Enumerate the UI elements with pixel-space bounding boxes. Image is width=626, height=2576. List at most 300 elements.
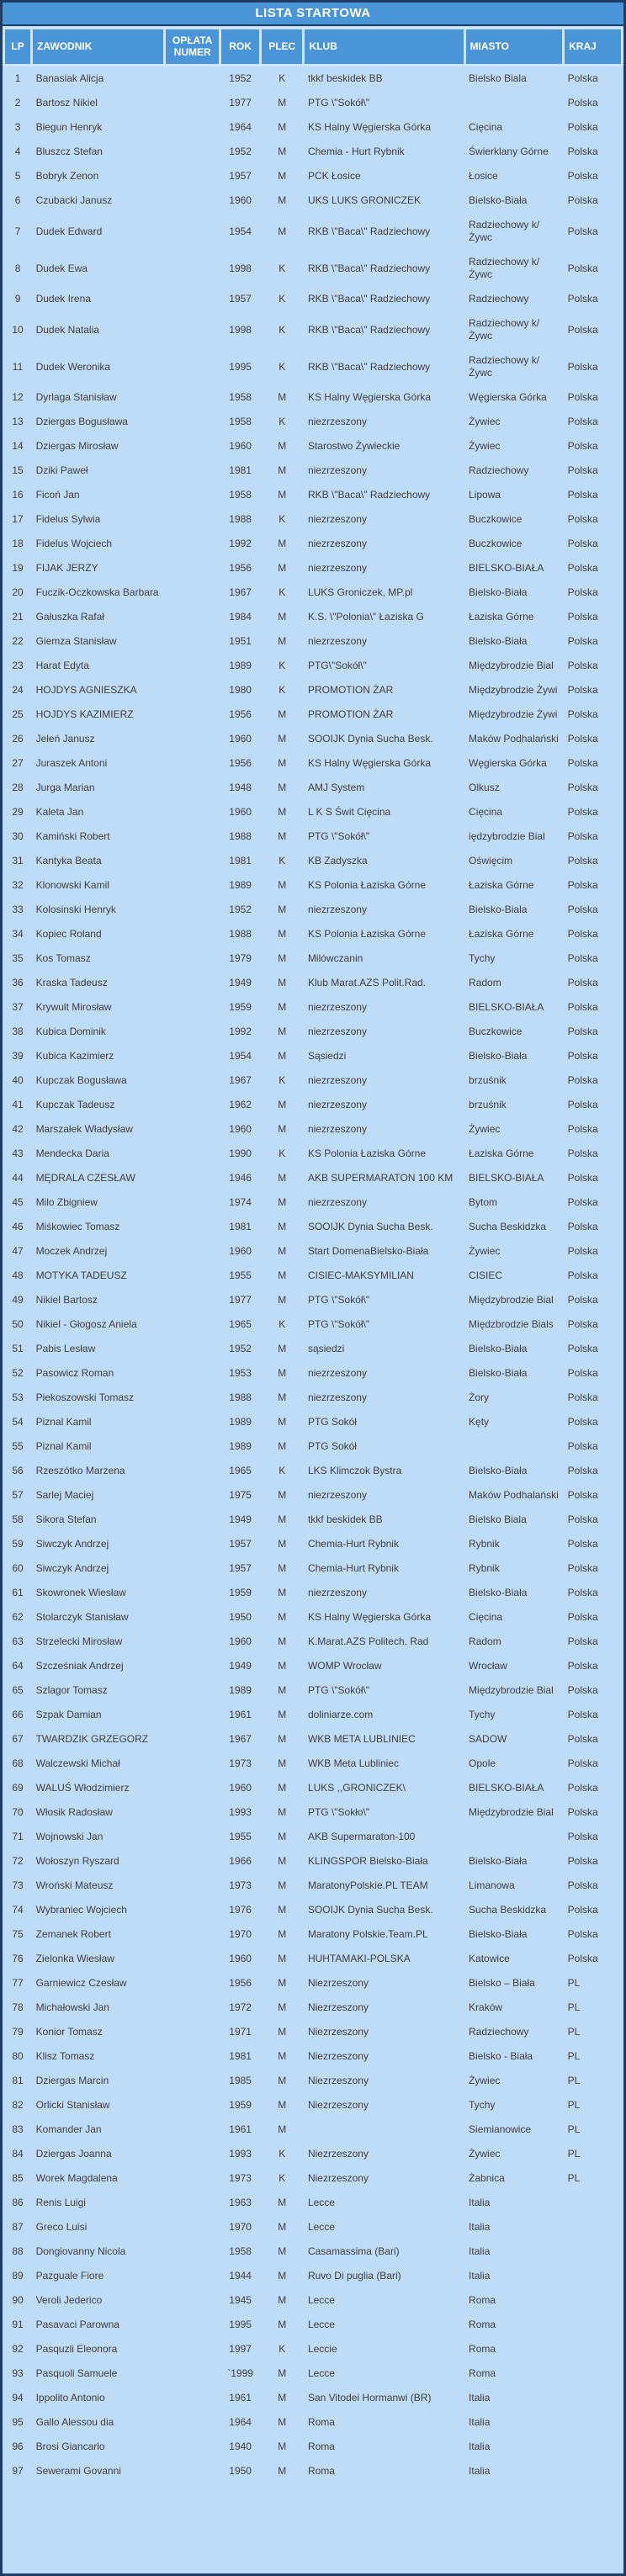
cell-lp: 37 bbox=[12, 1001, 24, 1013]
cell-klub: UKS LUKS GRONICZEK bbox=[307, 194, 421, 206]
table-row bbox=[4, 1142, 623, 1166]
cell-rok: 1963 bbox=[229, 2197, 252, 2208]
cell-oplata-numer bbox=[165, 2191, 220, 2215]
cell-oplata-numer bbox=[165, 1288, 220, 1312]
cell-zawodnik: Bartosz Nikiel bbox=[35, 97, 98, 109]
cell-lp: 76 bbox=[12, 1953, 24, 1964]
table-row bbox=[4, 2044, 623, 2069]
cell-rok: 1970 bbox=[229, 1928, 252, 1940]
page-title: LISTA STARTOWA bbox=[3, 3, 623, 26]
cell-miasto: Sucha Beskidzka bbox=[469, 1904, 547, 1916]
cell-klub: Niezrzeszony bbox=[307, 2099, 369, 2111]
cell-zawodnik: MĘDRALA CZESŁAW bbox=[35, 1172, 135, 1184]
cell-oplata-numer bbox=[165, 140, 220, 164]
cell-zawodnik: HOJDYS KAZIMIERZ bbox=[35, 708, 134, 720]
cell-zawodnik: Ippolito Antonio bbox=[35, 2392, 105, 2404]
cell-lp: 6 bbox=[14, 194, 21, 206]
cell-rok: 1973 bbox=[229, 1757, 252, 1769]
cell-oplata-numer bbox=[165, 2215, 220, 2239]
cell-lp: 60 bbox=[12, 1562, 24, 1574]
cell-kraj: Polska bbox=[567, 1343, 598, 1354]
cell-miasto: Radom bbox=[469, 1635, 501, 1647]
cell-lp: 74 bbox=[12, 1904, 24, 1916]
table-row bbox=[4, 1312, 623, 1337]
cell-klub: KS Halny Węgierska Górka bbox=[307, 1611, 431, 1623]
cell-zawodnik: Ficoń Jan bbox=[35, 489, 80, 501]
cell-plec: M bbox=[278, 391, 287, 403]
cell-zawodnik: Pasquoli Samuele bbox=[35, 2367, 118, 2379]
cell-zawodnik: Walczewski Michał bbox=[35, 1757, 120, 1769]
cell-kraj bbox=[564, 2288, 623, 2313]
cell-miasto: BIELSKO-BIAŁA bbox=[469, 562, 544, 574]
cell-oplata-numer bbox=[165, 2239, 220, 2264]
table-row bbox=[4, 971, 623, 995]
cell-oplata-numer bbox=[165, 2459, 220, 2483]
table-row bbox=[4, 1166, 623, 1190]
cell-lp: 83 bbox=[12, 2123, 24, 2135]
cell-lp: 41 bbox=[12, 1099, 24, 1110]
cell-kraj: Polska bbox=[567, 416, 598, 427]
cell-kraj: Polska bbox=[567, 1440, 598, 1452]
cell-lp: 80 bbox=[12, 2050, 24, 2062]
cell-oplata-numer bbox=[165, 2337, 220, 2361]
cell-lp: 59 bbox=[12, 1538, 24, 1550]
cell-klub: PTG Sokół bbox=[307, 1416, 357, 1428]
cell-miasto bbox=[464, 1825, 564, 1849]
cell-miasto: Węgierska Górka bbox=[469, 391, 547, 403]
cell-lp: 88 bbox=[12, 2245, 24, 2257]
cell-zawodnik: Mendecka Daria bbox=[35, 1148, 109, 1159]
cell-plec: M bbox=[278, 1660, 287, 1672]
cell-klub: niezrzeszony bbox=[307, 1196, 367, 1208]
cell-klub: Chemia - Hurt Rybnik bbox=[307, 146, 405, 157]
table-row bbox=[4, 348, 623, 385]
cell-plec: M bbox=[278, 1782, 287, 1794]
table-row bbox=[4, 1288, 623, 1312]
cell-zawodnik: Piznal Kamil bbox=[35, 1416, 92, 1428]
cell-rok: 1959 bbox=[229, 1587, 252, 1598]
table-row bbox=[4, 1922, 623, 1947]
cell-plec: M bbox=[278, 464, 287, 476]
table-row bbox=[4, 2459, 623, 2483]
cell-oplata-numer bbox=[165, 776, 220, 800]
cell-klub: niezrzeszony bbox=[307, 464, 367, 476]
cell-miasto: Sucha Beskidzka bbox=[469, 1221, 547, 1232]
cell-oplata-numer bbox=[165, 2361, 220, 2386]
cell-rok: 1954 bbox=[229, 225, 252, 237]
cell-lp: 32 bbox=[12, 879, 24, 891]
cell-kraj: Polska bbox=[567, 1904, 598, 1916]
cell-rok: 1988 bbox=[229, 513, 252, 525]
table-row bbox=[4, 385, 623, 410]
cell-oplata-numer bbox=[165, 2166, 220, 2191]
table-row bbox=[4, 66, 623, 92]
cell-oplata-numer bbox=[165, 1459, 220, 1483]
cell-kraj: Polska bbox=[567, 1831, 598, 1842]
cell-lp: 39 bbox=[12, 1050, 24, 1062]
cell-oplata-numer bbox=[165, 922, 220, 946]
cell-zawodnik: Jeleń Janusz bbox=[35, 733, 95, 745]
cell-klub: AKB Supermaraton-100 bbox=[307, 1831, 416, 1842]
cell-klub: niezrzeszony bbox=[307, 562, 367, 574]
cell-oplata-numer bbox=[165, 654, 220, 678]
cell-zawodnik: Gallo Alessou dia bbox=[35, 2416, 114, 2428]
cell-oplata-numer bbox=[165, 1264, 220, 1288]
cell-zawodnik: Zemanek Robert bbox=[35, 1928, 111, 1940]
cell-miasto: brzuśnik bbox=[469, 1099, 507, 1110]
cell-zawodnik: Fidelus Sylwia bbox=[35, 513, 101, 525]
cell-zawodnik: Wołoszyn Ryszard bbox=[35, 1855, 119, 1867]
cell-plec: M bbox=[278, 2367, 287, 2379]
cell-lp: 66 bbox=[12, 1709, 24, 1720]
cell-kraj: Polska bbox=[567, 977, 598, 989]
cell-plec: M bbox=[278, 1855, 287, 1867]
cell-lp: 73 bbox=[12, 1879, 24, 1891]
cell-lp: 1 bbox=[14, 72, 21, 84]
cell-klub: Niezrzeszony bbox=[307, 2050, 369, 2062]
cell-plec: M bbox=[278, 121, 287, 133]
cell-kraj: Polska bbox=[567, 1513, 598, 1525]
cell-miasto: Żabnica bbox=[469, 2172, 505, 2184]
cell-oplata-numer bbox=[165, 66, 220, 92]
cell-miasto: Międzybrodzie Żywi bbox=[469, 708, 558, 720]
cell-klub: niezrzeszony bbox=[307, 513, 367, 525]
cell-lp: 61 bbox=[12, 1587, 24, 1598]
cell-lp: 21 bbox=[12, 611, 24, 623]
cell-kraj: Polska bbox=[567, 1660, 598, 1672]
table-row bbox=[4, 1727, 623, 1752]
cell-klub: HUHTAMAKI-POLSKA bbox=[307, 1953, 411, 1964]
cell-oplata-numer bbox=[165, 2093, 220, 2118]
cell-plec: M bbox=[278, 1440, 287, 1452]
cell-plec: M bbox=[278, 708, 287, 720]
table-row bbox=[4, 824, 623, 849]
cell-kraj: Polska bbox=[567, 1806, 598, 1818]
cell-klub: sąsiedzi bbox=[307, 1343, 345, 1354]
cell-rok: 1955 bbox=[229, 1269, 252, 1281]
cell-plec: M bbox=[278, 1513, 287, 1525]
cell-plec: M bbox=[278, 2319, 287, 2330]
cell-zawodnik: Pazguale Fiore bbox=[35, 2270, 104, 2282]
cell-kraj: Polska bbox=[567, 1269, 598, 1281]
cell-oplata-numer bbox=[165, 2118, 220, 2142]
cell-klub: Maratony Polskie.Team.PL bbox=[307, 1928, 428, 1940]
cell-kraj: Polska bbox=[567, 952, 598, 964]
table-row bbox=[4, 1678, 623, 1703]
cell-lp: 23 bbox=[12, 660, 24, 671]
cell-klub: LKS Klimczok Bystra bbox=[307, 1465, 402, 1476]
table-row bbox=[4, 1752, 623, 1776]
cell-oplata-numer bbox=[165, 1508, 220, 1532]
cell-zawodnik: Siwczyk Andrzej bbox=[35, 1562, 109, 1574]
cell-klub: Chemia-Hurt Rybnik bbox=[307, 1562, 399, 1574]
cell-plec: M bbox=[278, 1489, 287, 1501]
cell-klub: SOOIJK Dynia Sucha Besk. bbox=[307, 1904, 433, 1916]
cell-lp: 62 bbox=[12, 1611, 24, 1623]
cell-miasto: BIELSKO-BIAŁA bbox=[469, 1001, 544, 1013]
cell-lp: 17 bbox=[12, 513, 24, 525]
table-row bbox=[4, 1215, 623, 1239]
cell-oplata-numer bbox=[165, 1922, 220, 1947]
cell-oplata-numer bbox=[165, 1605, 220, 1630]
cell-miasto: Bielsko-Biała bbox=[469, 635, 528, 647]
cell-oplata-numer bbox=[165, 1654, 220, 1678]
cell-kraj: Polska bbox=[567, 1001, 598, 1013]
cell-plec: M bbox=[278, 1587, 287, 1598]
cell-miasto: Rybnik bbox=[469, 1538, 500, 1550]
cell-lp: 18 bbox=[12, 538, 24, 549]
cell-oplata-numer bbox=[165, 1849, 220, 1874]
cell-lp: 79 bbox=[12, 2026, 24, 2038]
cell-plec: M bbox=[278, 1026, 287, 1037]
cell-plec: K bbox=[279, 1074, 286, 1086]
cell-lp: 55 bbox=[12, 1440, 24, 1452]
cell-oplata-numer bbox=[165, 458, 220, 483]
col-header-zawodnik: ZAWODNIK bbox=[32, 29, 165, 66]
cell-oplata-numer bbox=[165, 1239, 220, 1264]
cell-lp: 38 bbox=[12, 1026, 24, 1037]
cell-lp: 46 bbox=[12, 1221, 24, 1232]
table-row bbox=[4, 678, 623, 702]
cell-lp: 68 bbox=[12, 1757, 24, 1769]
cell-zawodnik: Skowronek Wiesław bbox=[35, 1587, 126, 1598]
cell-lp: 92 bbox=[12, 2343, 24, 2355]
cell-rok: 1979 bbox=[229, 952, 252, 964]
cell-miasto: Bielsko-Biała bbox=[469, 1465, 528, 1476]
cell-klub: niezrzeszony bbox=[307, 1026, 367, 1037]
cell-lp: 52 bbox=[12, 1367, 24, 1379]
table-header bbox=[4, 29, 623, 66]
cell-zawodnik: Wojnowski Jan bbox=[35, 1831, 103, 1842]
cell-miasto: Radziechowy bbox=[469, 293, 529, 305]
cell-oplata-numer bbox=[165, 727, 220, 751]
cell-klub: niezrzeszony bbox=[307, 904, 367, 915]
table-row bbox=[4, 1654, 623, 1678]
cell-miasto: Radziechowy k/ Żywc bbox=[469, 317, 540, 342]
cell-plec: M bbox=[278, 2050, 287, 2062]
header-row bbox=[4, 29, 623, 66]
cell-kraj: Polska bbox=[567, 1489, 598, 1501]
table-row bbox=[4, 2020, 623, 2044]
cell-lp: 51 bbox=[12, 1343, 24, 1354]
cell-lp: 47 bbox=[12, 1245, 24, 1257]
cell-rok: 1949 bbox=[229, 1660, 252, 1672]
cell-oplata-numer bbox=[165, 1971, 220, 1996]
cell-lp: 53 bbox=[12, 1391, 24, 1403]
cell-kraj: Polska bbox=[567, 684, 598, 696]
cell-plec: M bbox=[278, 1562, 287, 1574]
table-row bbox=[4, 2386, 623, 2410]
cell-kraj: Polska bbox=[567, 1074, 598, 1086]
cell-zawodnik: Klonowski Kamil bbox=[35, 879, 109, 891]
cell-oplata-numer bbox=[165, 115, 220, 140]
cell-rok: 1956 bbox=[229, 562, 252, 574]
cell-plec: M bbox=[278, 1977, 287, 1989]
cell-kraj bbox=[564, 2386, 623, 2410]
cell-miasto: Żywiec bbox=[469, 416, 501, 427]
cell-plec: M bbox=[278, 1733, 287, 1745]
cell-rok: 1946 bbox=[229, 1172, 252, 1184]
cell-lp: 56 bbox=[12, 1465, 24, 1476]
cell-miasto: Węgierska Górka bbox=[469, 757, 547, 769]
table-row bbox=[4, 250, 623, 287]
cell-klub: WKB META LUBLINIEC bbox=[307, 1733, 416, 1745]
cell-miasto: Italia bbox=[469, 2197, 491, 2208]
cell-rok: 1977 bbox=[229, 97, 252, 109]
cell-oplata-numer bbox=[165, 1776, 220, 1800]
cell-oplata-numer bbox=[165, 2264, 220, 2288]
cell-kraj: Polska bbox=[567, 121, 598, 133]
cell-oplata-numer bbox=[165, 1117, 220, 1142]
cell-rok: 1960 bbox=[229, 1953, 252, 1964]
cell-plec: M bbox=[278, 1709, 287, 1720]
cell-klub: Roma bbox=[307, 2416, 335, 2428]
cell-zawodnik: Renis Luigi bbox=[35, 2197, 86, 2208]
cell-kraj: PL bbox=[567, 2001, 581, 2013]
cell-oplata-numer bbox=[165, 2044, 220, 2069]
cell-klub: KB Zadyszka bbox=[307, 855, 368, 867]
table-row bbox=[4, 1581, 623, 1605]
cell-kraj: Polska bbox=[567, 1782, 598, 1794]
table-row bbox=[4, 1996, 623, 2020]
cell-zawodnik: Strzelecki Mirosław bbox=[35, 1635, 123, 1647]
cell-kraj: PL bbox=[567, 2172, 581, 2184]
cell-zawodnik: Dongiovanny Nicola bbox=[35, 2245, 126, 2257]
cell-kraj: Polska bbox=[567, 904, 598, 915]
cell-oplata-numer bbox=[165, 1703, 220, 1727]
cell-kraj bbox=[564, 2459, 623, 2483]
cell-oplata-numer bbox=[165, 2069, 220, 2093]
cell-kraj: Polska bbox=[567, 879, 598, 891]
cell-plec: M bbox=[278, 146, 287, 157]
cell-plec: M bbox=[278, 1635, 287, 1647]
cell-klub: Niezrzeszony bbox=[307, 2001, 369, 2013]
cell-oplata-numer bbox=[165, 1190, 220, 1215]
cell-miasto: Opole bbox=[469, 1757, 496, 1769]
cell-plec: M bbox=[278, 1367, 287, 1379]
table-row bbox=[4, 751, 623, 776]
cell-klub: KS Halny Węgierska Górka bbox=[307, 121, 431, 133]
cell-oplata-numer bbox=[165, 2142, 220, 2166]
cell-zawodnik: Bobryk Zenon bbox=[35, 170, 99, 182]
cell-miasto: Łaziska Górne bbox=[469, 1148, 534, 1159]
cell-lp: 12 bbox=[12, 391, 24, 403]
table-row bbox=[4, 2337, 623, 2361]
table-row bbox=[4, 702, 623, 727]
cell-rok: 1965 bbox=[229, 1465, 252, 1476]
cell-oplata-numer bbox=[165, 188, 220, 213]
table-row bbox=[4, 1874, 623, 1898]
cell-miasto: Rybnik bbox=[469, 1562, 500, 1574]
cell-lp: 97 bbox=[12, 2465, 24, 2477]
cell-plec: M bbox=[278, 2392, 287, 2404]
cell-plec: M bbox=[278, 1196, 287, 1208]
table-row bbox=[4, 605, 623, 629]
cell-rok: 1953 bbox=[229, 1367, 252, 1379]
cell-klub: niezrzeszony bbox=[307, 1391, 367, 1403]
table-row bbox=[4, 532, 623, 556]
cell-lp: 2 bbox=[14, 97, 21, 109]
cell-rok: 1956 bbox=[229, 708, 252, 720]
cell-rok: 1964 bbox=[229, 121, 252, 133]
table-row bbox=[4, 1630, 623, 1654]
cell-klub: niezrzeszony bbox=[307, 1099, 367, 1110]
cell-rok: 1975 bbox=[229, 1489, 252, 1501]
table-row bbox=[4, 410, 623, 434]
cell-zawodnik: Zielonka Wiesław bbox=[35, 1953, 114, 1964]
cell-miasto: Lipowa bbox=[469, 489, 501, 501]
cell-klub: Niezrzeszony bbox=[307, 2172, 369, 2184]
cell-klub: niezrzeszony bbox=[307, 1001, 367, 1013]
cell-zawodnik: Kantyka Beata bbox=[35, 855, 102, 867]
table-row bbox=[4, 654, 623, 678]
cell-rok: 1960 bbox=[229, 1245, 252, 1257]
cell-plec: M bbox=[278, 1221, 287, 1232]
cell-oplata-numer bbox=[165, 1825, 220, 1849]
cell-miasto: Kraków bbox=[469, 2001, 503, 2013]
cell-lp: 24 bbox=[12, 684, 24, 696]
cell-rok: 1956 bbox=[229, 1977, 252, 1989]
cell-zawodnik: Harat Edyta bbox=[35, 660, 89, 671]
cell-klub: PTG \"Sokół\" bbox=[307, 1294, 370, 1306]
cell-kraj: Polska bbox=[567, 391, 598, 403]
cell-lp: 8 bbox=[14, 262, 21, 274]
cell-kraj: Polska bbox=[567, 262, 598, 274]
cell-rok: 1992 bbox=[229, 1026, 252, 1037]
table-row bbox=[4, 995, 623, 1020]
cell-rok: 1961 bbox=[229, 2123, 252, 2135]
cell-lp: 87 bbox=[12, 2221, 24, 2233]
cell-lp: 25 bbox=[12, 708, 24, 720]
cell-plec: K bbox=[279, 262, 286, 274]
cell-klub: niezrzeszony bbox=[307, 1074, 367, 1086]
cell-rok: 1967 bbox=[229, 1074, 252, 1086]
table-row bbox=[4, 1117, 623, 1142]
cell-klub: Casamassima (Bari) bbox=[307, 2245, 400, 2257]
cell-zawodnik: Brosi Giancarlo bbox=[35, 2441, 105, 2452]
cell-klub: niezrzeszony bbox=[307, 1587, 367, 1598]
cell-klub: PTG Sokół bbox=[307, 1440, 357, 1452]
cell-plec: M bbox=[278, 782, 287, 793]
col-header-rok: ROK bbox=[220, 29, 261, 66]
cell-klub: WKB Meta Lubliniec bbox=[307, 1757, 399, 1769]
cell-lp: 40 bbox=[12, 1074, 24, 1086]
cell-oplata-numer bbox=[165, 2386, 220, 2410]
cell-rok: 1962 bbox=[229, 1099, 252, 1110]
table-row bbox=[4, 458, 623, 483]
cell-zawodnik: Sewerami Govanni bbox=[35, 2465, 121, 2477]
cell-rok: 1981 bbox=[229, 2050, 252, 2062]
cell-kraj: Polska bbox=[567, 1855, 598, 1867]
cell-kraj: Polska bbox=[567, 194, 598, 206]
cell-oplata-numer bbox=[165, 532, 220, 556]
cell-klub: RKB \"Baca\" Radziechowy bbox=[307, 262, 431, 274]
cell-kraj: Polska bbox=[567, 757, 598, 769]
cell-lp: 94 bbox=[12, 2392, 24, 2404]
cell-lp: 50 bbox=[12, 1318, 24, 1330]
cell-miasto: Limanowa bbox=[469, 1879, 515, 1891]
cell-lp: 35 bbox=[12, 952, 24, 964]
cell-kraj bbox=[564, 2410, 623, 2435]
cell-oplata-numer bbox=[165, 213, 220, 250]
cell-klub: PTG \"Sokół\" bbox=[307, 97, 370, 109]
cell-klub: Lecce bbox=[307, 2221, 335, 2233]
cell-rok: 1995 bbox=[229, 360, 252, 373]
cell-kraj: Polska bbox=[567, 1099, 598, 1110]
cell-miasto: Łosice bbox=[469, 170, 498, 182]
table-row bbox=[4, 727, 623, 751]
cell-plec: K bbox=[279, 72, 286, 84]
